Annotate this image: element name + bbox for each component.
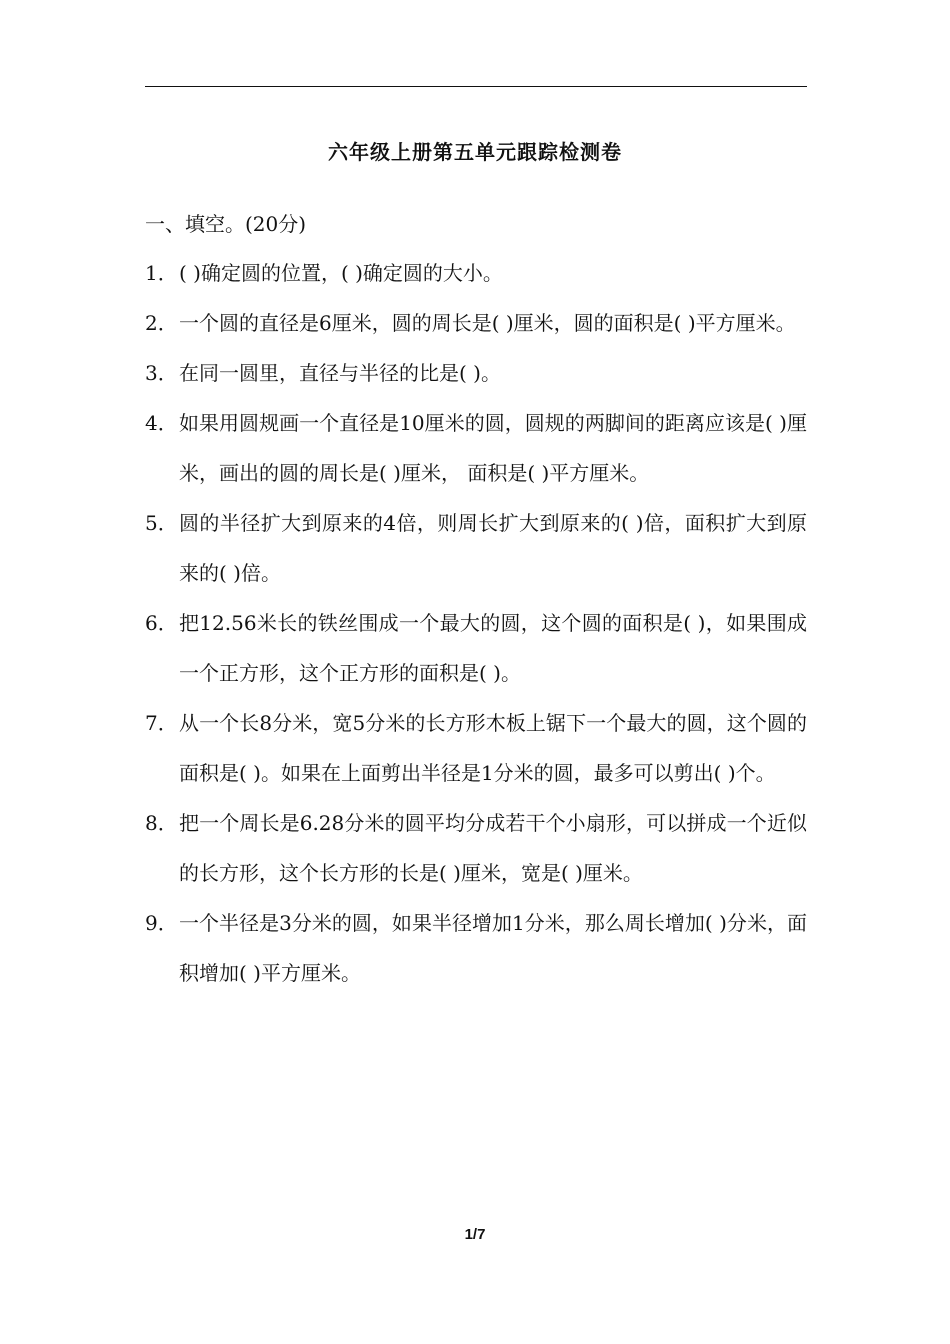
question-number: 2． xyxy=(145,311,178,335)
question-8 xyxy=(145,798,807,898)
question-3 xyxy=(145,348,807,398)
question-number: 1． xyxy=(145,261,178,285)
question-text: 在同一圆里，直径与半径的比是( )。 xyxy=(179,361,501,385)
question-list xyxy=(145,248,807,998)
question-7 xyxy=(145,698,807,798)
question-9 xyxy=(145,898,807,998)
question-text: ( )确定圆的位置，( )确定圆的大小。 xyxy=(179,261,503,285)
question-text: 一个半径是3分米的圆，如果半径增加1分米，那么周长增加( )分米，面积增加( )平方厘米。 xyxy=(179,911,807,985)
question-text: 一个圆的直径是6厘米，圆的周长是( )厘米，圆的面积是( )平方厘米。 xyxy=(179,311,796,335)
question-text: 把一个周长是6.28分米的圆平均分成若干个小扇形，可以拼成一个近似的长方形，这个长方形的长是( )厘米，宽是( )厘米。 xyxy=(179,811,807,885)
question-number: 7． xyxy=(145,711,178,735)
question-4 xyxy=(145,398,807,498)
question-number: 9． xyxy=(145,911,178,935)
question-text: 把12.56米长的铁丝围成一个最大的圆，这个圆的面积是( )，如果围成一个正方形，这个正方形的面积是( )。 xyxy=(179,611,807,685)
page-number: 1/7 xyxy=(464,1226,486,1243)
question-number: 8． xyxy=(145,811,178,835)
section-heading: 一、填空。(20分) xyxy=(145,212,307,236)
top-rule xyxy=(145,86,807,87)
question-number: 5． xyxy=(145,511,178,535)
question-number: 6． xyxy=(145,611,178,635)
question-6 xyxy=(145,598,807,698)
question-text: 如果用圆规画一个直径是10厘米的圆，圆规的两脚间的距离应该是( )厘米，画出的圆的周长是( )厘米， 面积是( )平方厘米。 xyxy=(179,411,807,485)
question-text: 圆的半径扩大到原来的4倍，则周长扩大到原来的( )倍，面积扩大到原来的( )倍。 xyxy=(179,511,807,585)
question-5 xyxy=(145,498,807,598)
page-title: 六年级上册第五单元跟踪检测卷 xyxy=(328,140,622,164)
question-number: 4． xyxy=(145,411,178,435)
question-text: 从一个长8分米，宽5分米的长方形木板上锯下一个最大的圆，这个圆的面积是( )。如果在上面剪出半径是1分米的圆，最多可以剪出( )个。 xyxy=(179,711,807,785)
question-2 xyxy=(145,298,807,348)
question-number: 3． xyxy=(145,361,178,385)
question-1 xyxy=(145,248,807,298)
